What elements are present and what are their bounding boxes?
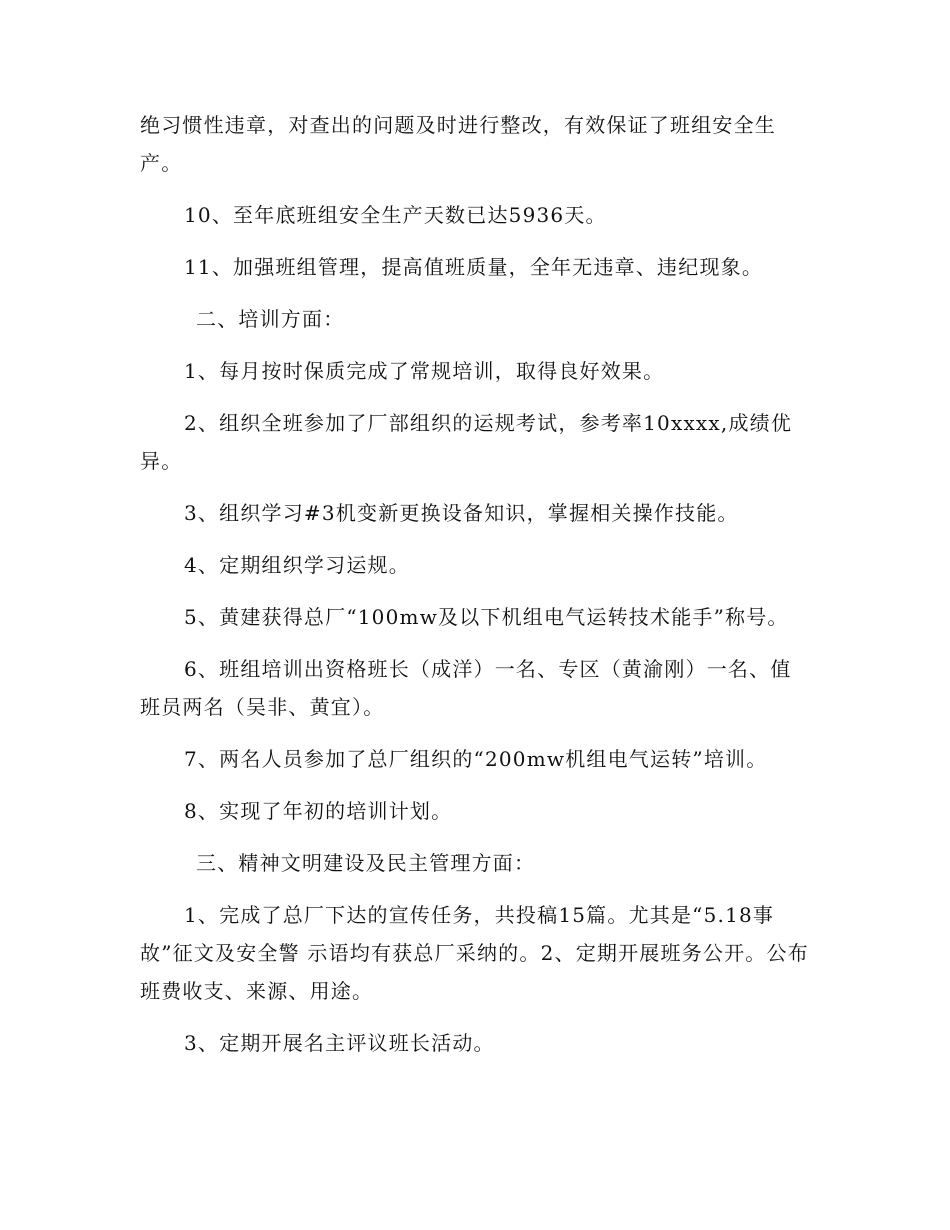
paragraph-civilization-3: 3、定期开展名主评议班长活动。: [184, 1031, 495, 1055]
section-heading-training: 二、培训方面：: [196, 307, 345, 331]
paragraph-training-4: 4、定期组织学习运规。: [184, 553, 410, 577]
paragraph-item-11: 11、加强班组管理，提高值班质量，全年无违章、违纪现象。: [184, 255, 764, 279]
paragraph-training-6: 6、班组培训出资格班长（成洋）一名、专区（黄渝刚）一名、值班员两名（吴非、黄宜）。: [140, 657, 792, 719]
paragraph-training-8: 8、实现了年初的培训计划。: [184, 799, 453, 823]
paragraph-training-2: 2、组织全班参加了厂部组织的运规考试，参考率10xxxx,成绩优异。: [140, 411, 793, 473]
document-body: [140, 106, 810, 1062]
paragraph-item-10: 10、至年底班组安全生产天数已达5936天。: [184, 203, 607, 227]
paragraph-civilization-1: 1、完成了总厂下达的宣传任务，共投稿15篇。尤其是“5.18事故”征文及安全警 示语均有获总厂采纳的。2、定期开展班务公开。公布班费收支、来源、用途。: [140, 903, 809, 1003]
section-heading-civilization: 三、精神文明建设及民主管理方面：: [196, 851, 536, 875]
paragraph-safety-continuation: 绝习惯性违章，对查出的问题及时进行整改，有效保证了班组安全生产。: [140, 113, 776, 175]
paragraph-training-7: 7、两名人员参加了总厂组织的“200mw机组电气运转”培训。: [184, 747, 768, 771]
paragraph-training-1: 1、每月按时保质完成了常规培训，取得良好效果。: [184, 359, 665, 383]
paragraph-training-5: 5、黄建获得总厂“100mw及以下机组电气运转技术能手”称号。: [184, 605, 789, 629]
paragraph-training-3: 3、组织学习#3机变新更换设备知识，掌握相关操作技能。: [184, 501, 739, 525]
